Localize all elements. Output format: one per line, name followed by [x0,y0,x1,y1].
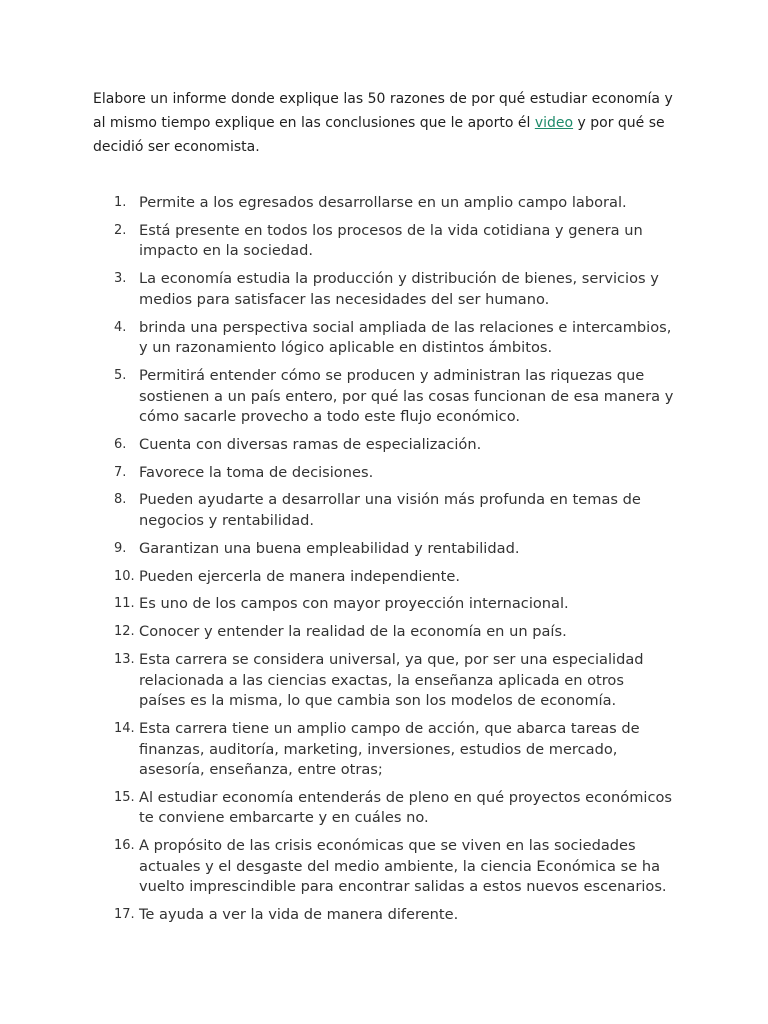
intro-text-after-link: y por qué se decidió ser economista. [93,115,665,155]
list-item-text: brinda una perspectiva social ampliada de las relaciones e intercambios, y un razonamiento lógico aplicable en distintos ámbitos. [139,318,672,357]
list-item-number: 6. [114,436,127,452]
intro-text-before-link: Elabore un informe donde explique las 50 razones de por qué estudiar economía y al mismo tiempo explique en las conclusiones que le aporto él [93,91,673,131]
list-item-number: 3. [114,271,127,287]
list-item-text: Pueden ejercerla de manera independiente. [139,567,461,585]
list-item [114,650,674,712]
list-item-number: 7. [114,464,127,480]
list-item [114,366,674,428]
list-item [114,905,674,926]
list-item-text: Pueden ayudarte a desarrollar una visión más profunda en temas de negocios y rentabilidad. [139,491,641,530]
list-item-number: 12. [114,624,135,640]
list-item-text: A propósito de las crisis económicas que se viven en las sociedades actuales y el desgaste del medio ambiente, la ciencia Económica se ha vuelto imprescindible para encontrar salidas a estos nuevos escenarios. [139,837,667,896]
list-item-text: Favorece la toma de decisiones. [139,463,374,481]
list-item-number: 14. [114,720,135,736]
list-item-number: 13. [114,651,135,667]
list-item [114,836,674,898]
list-item-text: Esta carrera se considera universal, ya que, por ser una especialidad relacionada a las ciencias exactas, la enseñanza aplicada en otros países es la misma, lo que cambia son los modelos de economía. [139,650,644,710]
list-item-number: 15. [114,789,135,805]
list-item-text: Cuenta con diversas ramas de especialización. [139,435,482,453]
list-item [114,622,674,643]
list-item-text: Te ayuda a ver la vida de manera diferente. [139,906,459,924]
list-item [114,463,674,484]
list-item [114,193,674,214]
list-item [114,719,674,781]
list-item-text: Garantizan una buena empleabilidad y rentabilidad. [139,539,520,557]
list-item-text: Permitirá entender cómo se producen y administran las riquezas que sostienen a un país entero, por qué las cosas funcionan de esa manera y cómo sacarle provecho a todo este flujo económico. [139,366,674,426]
list-item [114,490,674,531]
list-item-number: 5. [114,367,127,383]
list-item-text: Permite a los egresados desarrollarse en un amplio campo laboral. [139,194,627,211]
list-item-text: Es uno de los campos con mayor proyección internacional. [139,595,569,613]
list-item [114,269,674,310]
list-item-number: 9. [114,540,127,556]
list-item [114,594,674,615]
list-item-text: Conocer y entender la realidad de la economía en un país. [139,623,567,641]
list-item [114,318,674,359]
list-item-text: Esta carrera tiene un amplio campo de acción, que abarca tareas de finanzas, auditoría, marketing, inversiones, estudios de mercado, asesoría, enseñanza, entre otras; [139,719,640,779]
list-item-number: 8. [114,492,127,508]
reasons-list [114,193,674,933]
list-item [114,435,674,456]
list-item-number: 1. [114,195,127,210]
list-item-number: 10. [114,568,135,584]
list-item-number: 11. [114,596,135,612]
list-item [114,788,674,829]
list-item-number: 16. [114,838,135,854]
list-item-number: 2. [114,222,127,238]
video-link[interactable]: video [534,115,574,131]
list-item-text: La economía estudia la producción y distribución de bienes, servicios y medios para satisfacer las necesidades del ser humano. [139,270,659,308]
list-item [114,567,674,588]
list-item-number: 4. [114,319,127,335]
list-item-text: Al estudiar economía entenderás de pleno en qué proyectos económicos te conviene embarcarte y en cuáles no. [139,788,673,827]
intro-paragraph [93,87,678,159]
list-item-text: Está presente en todos los procesos de la vida cotidiana y genera un impacto en la sociedad. [139,221,643,260]
list-item [114,221,674,262]
list-item [114,539,674,560]
list-item-number: 17. [114,907,135,923]
